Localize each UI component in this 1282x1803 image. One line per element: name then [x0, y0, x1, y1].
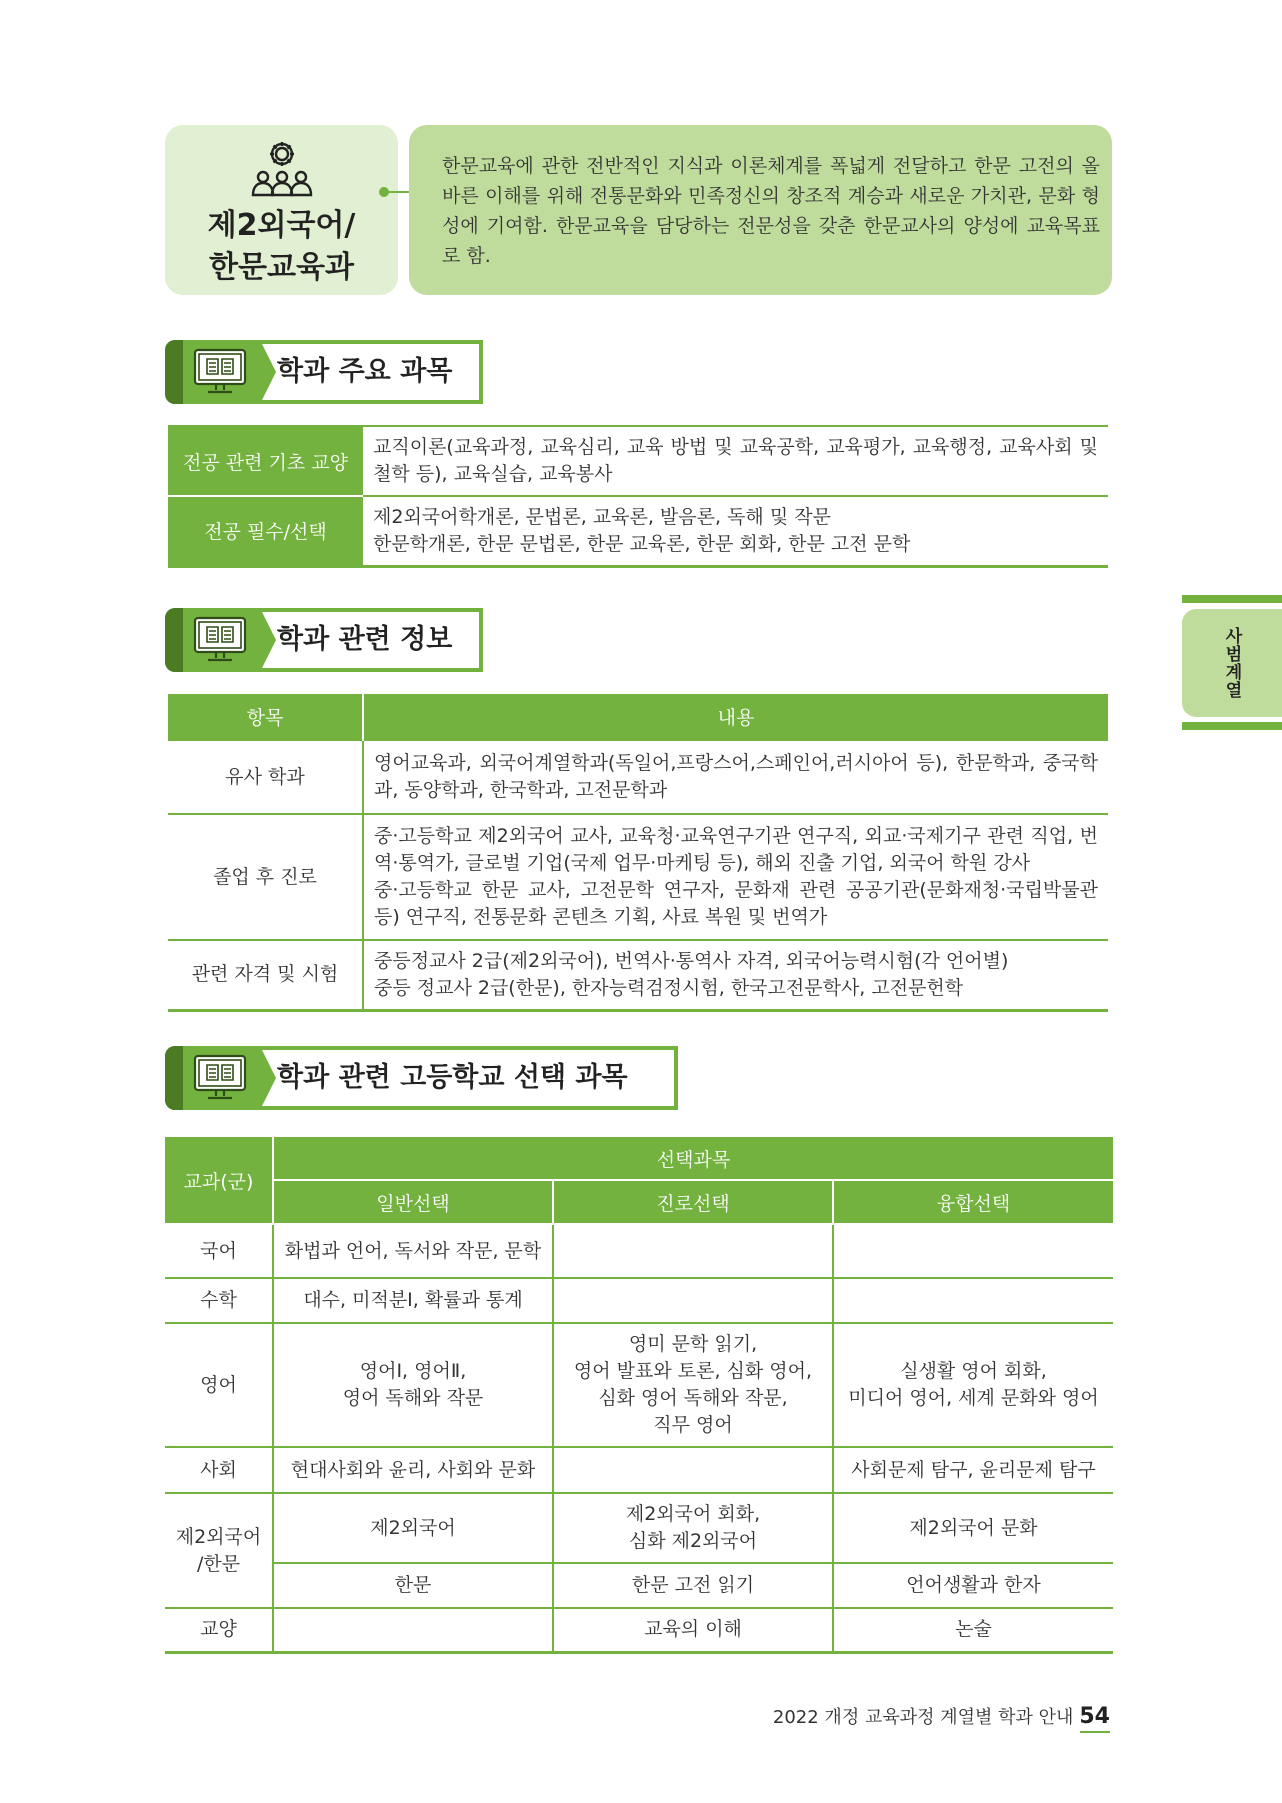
cell-group: 국어 [165, 1224, 273, 1278]
row-line: 중·고등학교 제2외국어 교사, 교육청·교육연구기관 연구직, 외교·국제기구 관련 직업, 번역·통역가, 글로벌 기업(국제 업무·마케팅 등), 해외 진출 기업, 외국어 학원 강사 [374, 825, 1098, 874]
cell-group: 영어 [165, 1323, 273, 1447]
hs-subjects-table [165, 1135, 1113, 1654]
cell-group: 수학 [165, 1278, 273, 1323]
cell-line: 영어 발표와 토론, 심화 영어, [573, 1360, 813, 1382]
row-line: 중등 정교사 2급(한문), 한자능력검정시험, 한국고전문학사, 고전문헌학 [374, 976, 964, 999]
cell-general: 한문 [273, 1563, 553, 1608]
cell-line: /한문 [196, 1552, 241, 1575]
monitor-book-icon [192, 616, 248, 668]
main-subjects-table [168, 425, 1108, 568]
cell-line: 제2외국어 회화, [625, 1503, 761, 1525]
row-value [363, 496, 1108, 566]
cell-fusion: 사회문제 탐구, 윤리문제 탐구 [833, 1447, 1113, 1493]
row-value [363, 814, 1108, 940]
cell-fusion: 제2외국어 문화 [833, 1493, 1113, 1563]
related-info-table [168, 694, 1108, 1012]
section-title: 학과 주요 과목 [277, 356, 453, 387]
header-group: 교과(군) [165, 1136, 273, 1224]
monitor-book-icon [192, 1054, 248, 1106]
row-label: 관련 자격 및 시험 [168, 940, 363, 1010]
cell-line: 영미 문학 읽기, [628, 1333, 758, 1355]
side-category-tab[interactable] [1182, 609, 1282, 717]
header-career: 진로선택 [553, 1180, 833, 1224]
row-value [363, 426, 1108, 496]
cell-career [553, 1493, 833, 1563]
cell-group [165, 1493, 273, 1608]
row-value [363, 740, 1108, 814]
cell-group: 교양 [165, 1608, 273, 1652]
page-number-underline [1080, 1731, 1110, 1733]
cell-general [273, 1608, 553, 1652]
table-row [165, 1278, 1113, 1323]
side-tab-bar-top [1182, 595, 1282, 603]
table-row [168, 496, 1108, 566]
table-row [165, 1493, 1113, 1563]
header-content: 내용 [363, 694, 1108, 740]
section-related-info [165, 608, 483, 672]
side-tab-bar-bottom [1182, 722, 1282, 730]
row-label: 전공 관련 기초 교양 [168, 426, 363, 496]
table-header-row [168, 694, 1108, 740]
table-row [168, 740, 1108, 814]
cell-fusion: 언어생활과 한자 [833, 1563, 1113, 1608]
cell-career: 교육의 이해 [553, 1608, 833, 1652]
cell-career [553, 1224, 833, 1278]
cell-general [273, 1323, 553, 1447]
cell-line: 미디어 영어, 세계 문화와 영어 [848, 1387, 1099, 1409]
cell-career [553, 1323, 833, 1447]
footer-text: 2022 개정 교육과정 계열별 학과 안내 [772, 1707, 1074, 1728]
cell-line: 실생활 영어 회화, [900, 1360, 1047, 1382]
table-row [168, 940, 1108, 1010]
cell-career [553, 1447, 833, 1493]
row-label: 유사 학과 [168, 740, 363, 814]
cell-fusion: 논술 [833, 1608, 1113, 1652]
table-header-row [165, 1180, 1113, 1224]
department-title-line1: 제2외국어/ [207, 208, 356, 243]
table-row [168, 814, 1108, 940]
section-main-subjects [165, 340, 483, 404]
section-title: 학과 관련 고등학교 선택 과목 [277, 1062, 628, 1093]
cell-group: 사회 [165, 1447, 273, 1493]
row-label: 졸업 후 진로 [168, 814, 363, 940]
header-fusion: 융합선택 [833, 1180, 1113, 1224]
gear-people-icon [249, 137, 315, 203]
cell-general: 현대사회와 윤리, 사회와 문화 [273, 1447, 553, 1493]
table-row [165, 1323, 1113, 1447]
row-value [363, 940, 1108, 1010]
table-row [165, 1224, 1113, 1278]
row-line: 영어교육과, 외국어계열학과(독일어,프랑스어,스페인어,러시아어 등), 한문학과, 중국학과, 동양학과, 한국학과, 고전문학과 [374, 752, 1098, 801]
cell-line: 영어 독해와 작문 [342, 1387, 484, 1409]
cell-line: 영어Ⅰ, 영어Ⅱ, [359, 1360, 467, 1382]
row-line: 제2외국어학개론, 문법론, 교육론, 발음론, 독해 및 작문 [373, 505, 831, 528]
cell-general: 대수, 미적분Ⅰ, 확률과 통계 [273, 1278, 553, 1323]
department-title-line2: 한문교육과 [209, 250, 354, 285]
cell-fusion [833, 1224, 1113, 1278]
department-box [165, 125, 398, 295]
department-title [208, 205, 356, 289]
table-row [168, 426, 1108, 496]
row-line: 교직이론(교육과정, 교육심리, 교육 방법 및 교육공학, 교육평가, 교육행정, 교육사회 및 철학 등), 교육실습, 교육봉사 [373, 436, 1098, 485]
cell-fusion [833, 1323, 1113, 1447]
side-tab-label: 사범계열 [1221, 627, 1242, 699]
table-header-row [165, 1136, 1113, 1180]
page-footer [773, 1703, 1110, 1729]
cell-fusion [833, 1278, 1113, 1323]
header-item: 항목 [168, 694, 363, 740]
row-line: 한문학개론, 한문 문법론, 한문 교육론, 한문 회화, 한문 고전 문학 [373, 532, 911, 555]
row-line: 중등정교사 2급(제2외국어), 번역사·통역사 자격, 외국어능력시험(각 언어별) [374, 949, 1009, 972]
table-row [165, 1563, 1113, 1608]
section-title: 학과 관련 정보 [277, 624, 453, 655]
monitor-book-icon [192, 348, 248, 400]
table-row [165, 1608, 1113, 1652]
cell-career [553, 1278, 833, 1323]
row-line: 중·고등학교 한문 교사, 고전문학 연구자, 문화재 관련 공공기관(문화재청·국립박물관 등) 연구직, 전통문화 콘텐츠 기획, 사료 복원 및 번역가 [374, 879, 1098, 928]
education-goal: 한문교육에 관한 전반적인 지식과 이론체계를 폭넓게 전달하고 한문 고전의 올바른 이해를 위해 전통문화와 민족정신의 창조적 계승과 새로운 가치관, 문화 형성에 기여함. 한문교육을 담당하는 전문성을 갖춘 한문교사의 양성에 교육목표로 함. [409, 125, 1112, 295]
cell-line: 제2외국어 [175, 1525, 262, 1548]
row-label: 전공 필수/선택 [168, 496, 363, 566]
cell-line: 직무 영어 [653, 1414, 733, 1436]
cell-general: 제2외국어 [273, 1493, 553, 1563]
header-general: 일반선택 [273, 1180, 553, 1224]
page-number: 54 [1079, 1704, 1110, 1729]
section-hs-subjects [165, 1046, 678, 1110]
header-select: 선택과목 [273, 1136, 1113, 1180]
cell-general: 화법과 언어, 독서와 작문, 문학 [273, 1224, 553, 1278]
table-row [165, 1447, 1113, 1493]
cell-career: 한문 고전 읽기 [553, 1563, 833, 1608]
cell-line: 심화 영어 독해와 작문, [598, 1387, 788, 1409]
cell-line: 심화 제2외국어 [628, 1530, 758, 1552]
